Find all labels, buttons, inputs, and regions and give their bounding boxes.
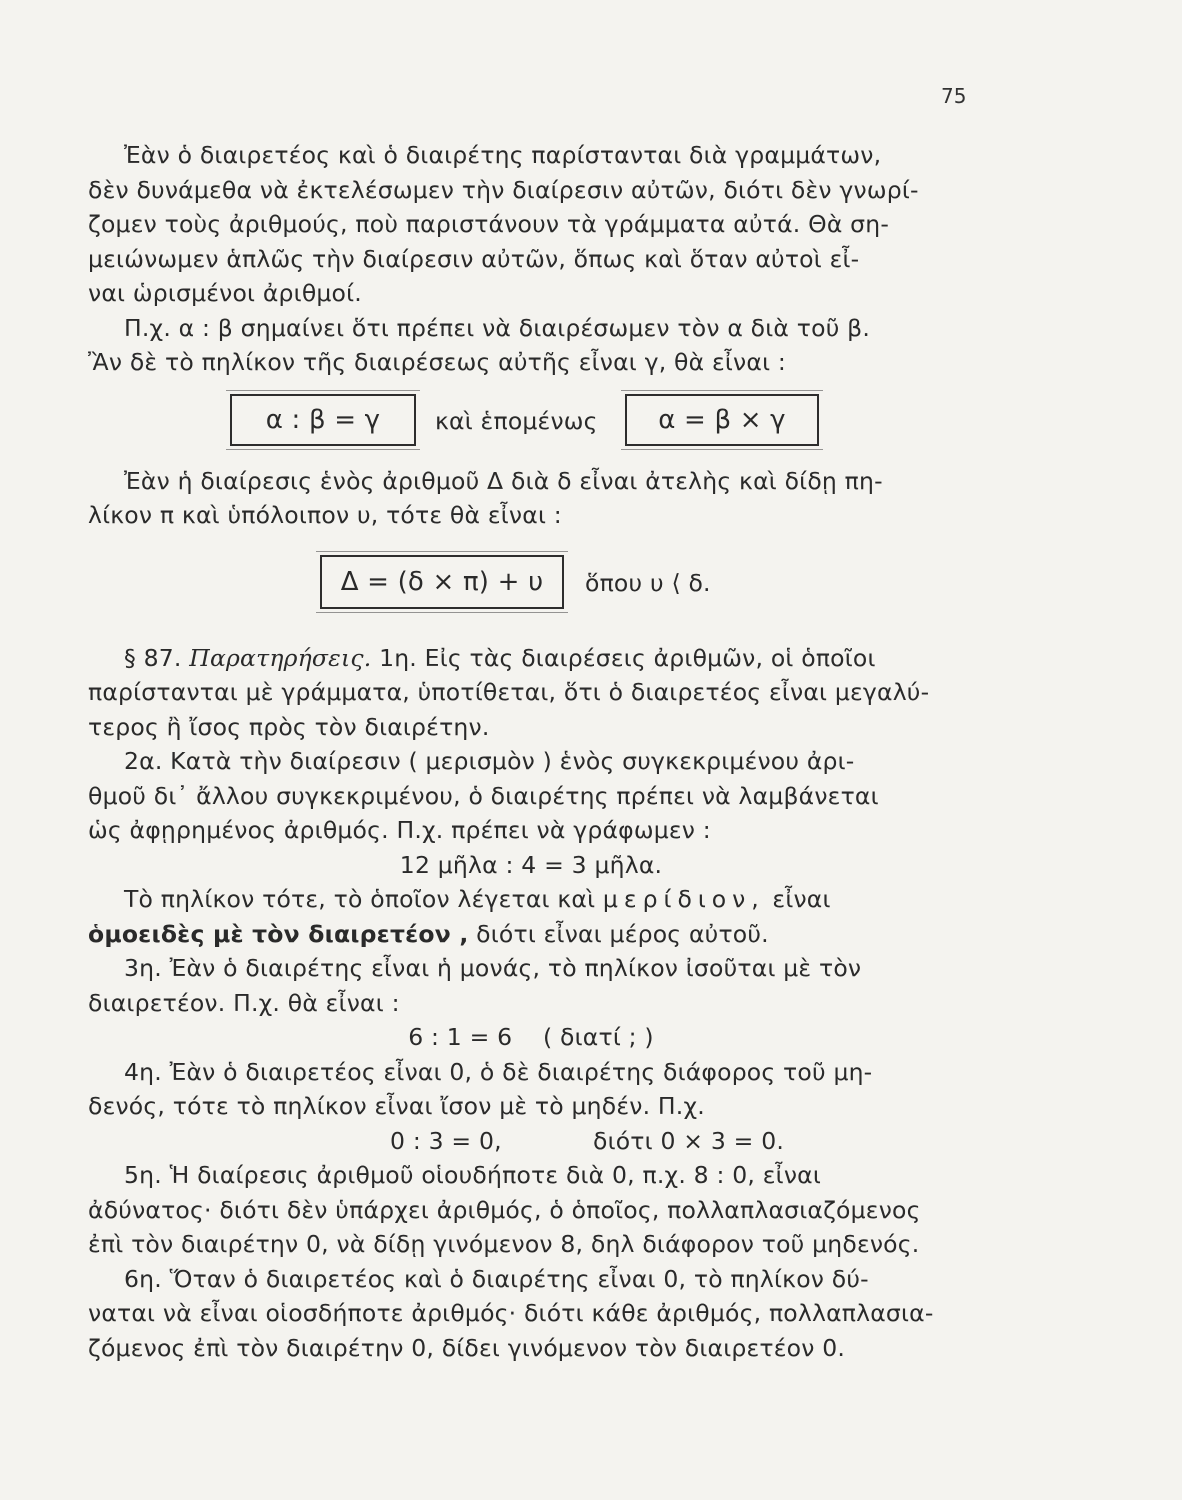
section-first-line xyxy=(88,641,974,676)
text-line: ζομεν τοὺς ἀριθμούς, ποὺ παριστάνουν τὰ γράμματα αὐτά. Θὰ ση- xyxy=(88,210,890,238)
note-3 xyxy=(88,951,974,1020)
text-line: 3η. Ἐὰν ὁ διαιρέτης εἶναι ἡ μονάς, τὸ πηλίκον ἰσοῦται μὲ τὸν xyxy=(124,954,862,982)
paragraph-incomplete-division xyxy=(88,464,974,533)
text-line: Ἐὰν ὁ διαιρετέος καὶ ὁ διαιρέτης παρίστανται διὰ γραμμάτων, xyxy=(124,141,882,169)
page-text xyxy=(88,138,974,1365)
formula-box-product: α = β × γ xyxy=(625,394,819,446)
formula-box-remainder: Δ = (δ × π) + υ xyxy=(320,555,564,609)
note-2 xyxy=(88,744,974,848)
text-line: μειώνωμεν ἁπλῶς τὴν διαίρεσιν αὐτῶν, ὅπως καὶ ὅταν αὐτοὶ εἶ- xyxy=(88,244,860,273)
note-2b-start: Τὸ πηλίκον τότε, τὸ ὁποῖον λέγεται καὶ xyxy=(124,885,596,913)
text-line: ἀδύνατος· διότι δὲν ὑπάρχει ἀριθμός, ὁ ὁποῖος, πολλαπλασιαζόμενος xyxy=(88,1195,921,1224)
text-line: δὲν δυνάμεθα νὰ ἐκτελέσωμεν τὴν διαίρεσιν αὐτῶν, διότι δὲν γνωρί- xyxy=(88,175,919,204)
text-line: ζόμενος ἐπὶ τὸν διαιρέτην 0, δίδει γινόμενον τὸν διαιρετέον 0. xyxy=(88,1333,846,1362)
formula-condition: ὅπου υ ⟨ δ. xyxy=(585,568,711,597)
text-line: δενός, τότε τὸ πηλίκον εἶναι ἴσον μὲ τὸ μηδέν. Π.χ. xyxy=(88,1092,705,1120)
text-line: ναται νὰ εἶναι οἱοσδήποτε ἀριθμός· διότι κάθε ἀριθμός, πολλαπλασια- xyxy=(88,1299,934,1327)
text-line: ναι ὡρισμένοι ἀριθμοί. xyxy=(88,279,362,307)
note-5 xyxy=(88,1158,974,1262)
text-line: θμοῦ δι᾽ ἄλλου συγκεκριμένου, ὁ διαιρέτης πρέπει νὰ λαμβάνεται xyxy=(88,781,879,810)
page-number: 75 xyxy=(941,84,967,108)
text-line: λίκον π καὶ ὑπόλοιπον υ, τότε θὰ εἶναι : xyxy=(88,501,562,529)
text-line: παρίστανται μὲ γράμματα, ὑποτίθεται, ὅτι ὁ διαιρετέος εἶναι μεγαλύ- xyxy=(88,678,930,706)
formula-connector: καὶ ἑπομένως xyxy=(435,406,598,435)
text-line: 4η. Ἐὰν ὁ διαιρετέος εἶναι 0, ὁ δὲ διαιρέτης διάφορος τοῦ μη- xyxy=(124,1057,873,1086)
text-line: 6η. Ὅταν ὁ διαιρετέος καὶ ὁ διαιρέτης εἶναι 0, τὸ πηλίκον δύ- xyxy=(124,1264,869,1293)
note-2-quotient xyxy=(88,882,974,951)
note-4-example-right: διότι 0 × 3 = 0. xyxy=(593,1126,785,1155)
section-title: Παρατηρήσεις. xyxy=(189,643,372,672)
formula-row-1 xyxy=(88,380,974,464)
text-line: Ἂν δὲ τὸ πηλίκον τῆς διαιρέσεως αὐτῆς εἶναι γ, θὰ εἶναι : xyxy=(88,348,787,376)
note-4-example-left: 0 : 3 = 0, xyxy=(390,1126,502,1155)
paragraph-letters-division xyxy=(88,138,974,311)
section-first-line-text: 1η. Εἰς τὰς διαιρέσεις ἀριθμῶν, οἱ ὁποῖοι xyxy=(379,643,876,672)
text-line: ὡς ἀφῃρημένος ἀριθμός. Π.χ. πρέπει νὰ γράφωμεν : xyxy=(88,816,711,844)
paragraph-example xyxy=(88,311,974,380)
section-symbol: § 87. xyxy=(124,643,182,672)
note-2b-spaced-term: μερίδιον, xyxy=(602,885,765,913)
note-2-example: 12 μῆλα : 4 = 3 μῆλα. xyxy=(399,850,663,879)
note-4-example xyxy=(88,1124,974,1159)
text-line: 5η. Ἡ διαίρεσις ἀριθμοῦ οἱουδήποτε διὰ 0, π.χ. 8 : 0, εἶναι xyxy=(124,1161,821,1189)
note-2b-rest: διότι εἶναι μέρος αὐτοῦ. xyxy=(476,919,769,948)
text-line: 2α. Κατὰ τὴν διαίρεσιν ( μερισμὸν ) ἑνὸς συγκεκριμένου ἀρι- xyxy=(124,747,855,775)
text-line: Ἐὰν ἡ διαίρεσις ἑνὸς ἀριθμοῦ Δ διὰ δ εἶναι ἀτελὴς καὶ δίδῃ πη- xyxy=(124,466,883,495)
text-line: Π.χ. α : β σημαίνει ὅτι πρέπει νὰ διαιρέσωμεν τὸν α διὰ τοῦ β. xyxy=(124,313,871,342)
note-6 xyxy=(88,1262,974,1366)
text-line: ἐπὶ τὸν διαιρέτην 0, νὰ δίδῃ γινόμενον 8, δηλ διάφορον τοῦ μηδενός. xyxy=(88,1230,920,1258)
text-line: τερος ἢ ἴσος πρὸς τὸν διαιρέτην. xyxy=(88,712,490,741)
text-line xyxy=(88,882,974,917)
note-2b-bold-term: ὁμοειδὲς μὲ τὸν διαιρετέον , xyxy=(88,919,469,948)
note-3-example: 6 : 1 = 6 ( διατί ; ) xyxy=(408,1023,654,1051)
text-line xyxy=(88,917,974,952)
note-2b-end: εἶναι xyxy=(772,885,831,913)
formula-row-2 xyxy=(88,533,974,641)
section-87 xyxy=(88,641,974,745)
formula-box-quotient: α : β = γ xyxy=(230,394,416,446)
note-4 xyxy=(88,1055,974,1124)
text-line: διαιρετέον. Π.χ. θὰ εἶναι : xyxy=(88,988,400,1017)
